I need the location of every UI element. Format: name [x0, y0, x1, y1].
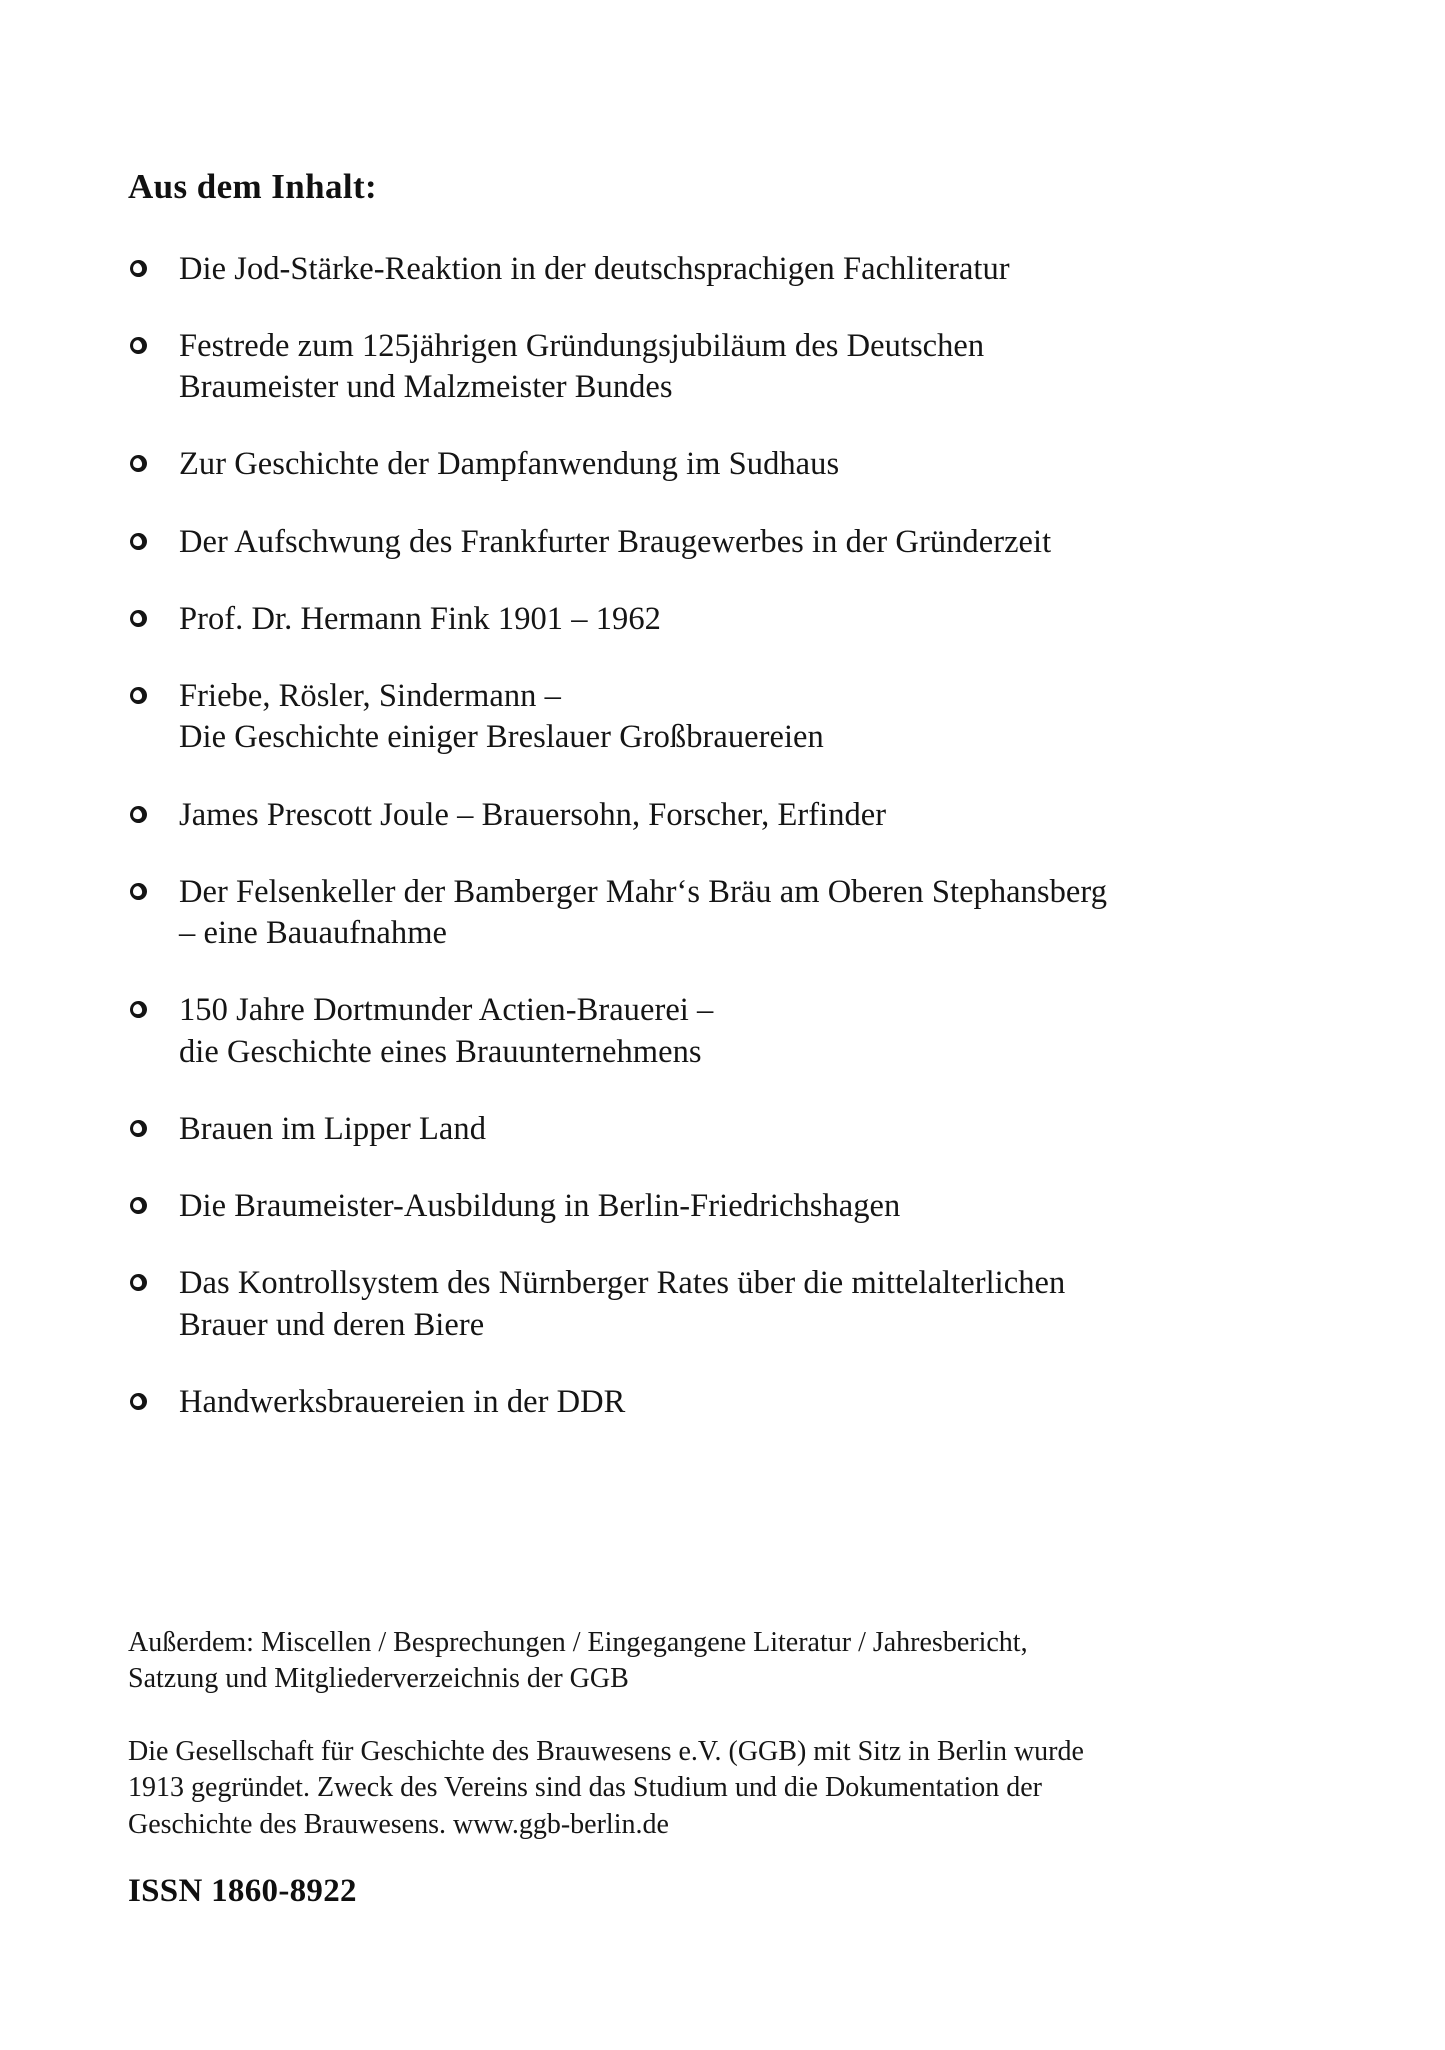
contents-block	[128, 168, 1248, 1423]
open-circle-bullet-icon	[128, 999, 149, 1020]
list-item-line: Die Braumeister-Ausbildung in Berlin-Friedrichshagen	[179, 1188, 901, 1225]
list-item	[128, 872, 1248, 955]
additional-contents-note	[128, 1625, 1298, 1698]
list-item	[128, 795, 1248, 836]
open-circle-bullet-icon	[128, 881, 149, 902]
note-line: Die Gesellschaft für Geschichte des Brauwesens e.V. (GGB) mit Sitz in Berlin wurde	[128, 1735, 1084, 1767]
footer-notes-block	[128, 1625, 1298, 1843]
note-line: Außerdem: Miscellen / Besprechungen / Eingegangene Literatur / Jahresbericht,	[128, 1627, 1028, 1658]
list-item	[128, 1263, 1248, 1346]
list-item-line: Braumeister und Malzmeister Bundes	[179, 369, 673, 406]
list-item-line: Der Aufschwung des Frankfurter Braugewerbes in der Gründerzeit	[179, 523, 1052, 560]
open-circle-bullet-icon	[128, 1195, 149, 1216]
list-item	[128, 249, 1248, 290]
list-item	[128, 522, 1248, 563]
open-circle-bullet-icon	[128, 257, 149, 278]
list-item	[128, 599, 1248, 640]
list-item	[128, 1382, 1248, 1423]
note-line: 1913 gegründet. Zweck des Vereins sind das Studium und die Dokumentation der	[128, 1772, 1042, 1804]
open-circle-bullet-icon	[128, 685, 149, 706]
open-circle-bullet-icon	[128, 453, 149, 474]
list-item-line: – eine Bauaufnahme	[179, 915, 448, 952]
list-item-line: Friebe, Rösler, Sindermann –	[179, 678, 561, 715]
list-item-line: Der Felsenkeller der Bamberger Mahr‘s Bräu am Oberen Stephansberg	[179, 873, 1107, 910]
list-item-line: Das Kontrollsystem des Nürnberger Rates über die mittelalterlichen	[179, 1265, 1066, 1302]
open-circle-bullet-icon	[128, 1391, 149, 1412]
list-item-line: Die Geschichte einiger Breslauer Großbrauereien	[179, 719, 824, 756]
note-line: Geschichte des Brauwesens. www.ggb-berlin.de	[128, 1808, 669, 1840]
list-item-line: Festrede zum 125jährigen Gründungsjubiläum des Deutschen	[179, 327, 985, 364]
society-description-note	[128, 1734, 1298, 1843]
list-item	[128, 444, 1248, 485]
list-item	[128, 1109, 1248, 1150]
list-item-line: Brauen im Lipper Land	[179, 1110, 486, 1147]
page-title: Aus dem Inhalt:	[128, 167, 378, 206]
list-item-line: James Prescott Joule – Brauersohn, Forscher, Erfinder	[179, 796, 887, 833]
list-item-line: Brauer und deren Biere	[179, 1306, 485, 1343]
list-item-line: Handwerksbrauereien in der DDR	[179, 1384, 626, 1421]
open-circle-bullet-icon	[128, 803, 149, 824]
open-circle-bullet-icon	[128, 608, 149, 629]
list-item-line: Zur Geschichte der Dampfanwendung im Sudhaus	[179, 446, 840, 483]
open-circle-bullet-icon	[128, 1118, 149, 1139]
table-of-contents-list	[128, 249, 1248, 1424]
issn-number: ISSN 1860-8922	[128, 1873, 357, 1909]
list-item	[128, 676, 1248, 759]
list-item	[128, 990, 1248, 1073]
list-item-line: die Geschichte eines Brauunternehmens	[179, 1033, 702, 1070]
open-circle-bullet-icon	[128, 530, 149, 551]
list-item-line: 150 Jahre Dortmunder Actien-Brauerei –	[179, 992, 714, 1029]
note-line: Satzung und Mitgliederverzeichnis der GGB	[128, 1663, 629, 1695]
list-item-line: Prof. Dr. Hermann Fink 1901 – 1962	[179, 600, 661, 637]
list-item-line: Die Jod-Stärke-Reaktion in der deutschsprachigen Fachliteratur	[179, 250, 1010, 287]
open-circle-bullet-icon	[128, 1272, 149, 1293]
list-item	[128, 1186, 1248, 1227]
open-circle-bullet-icon	[128, 335, 149, 356]
list-item	[128, 326, 1248, 409]
